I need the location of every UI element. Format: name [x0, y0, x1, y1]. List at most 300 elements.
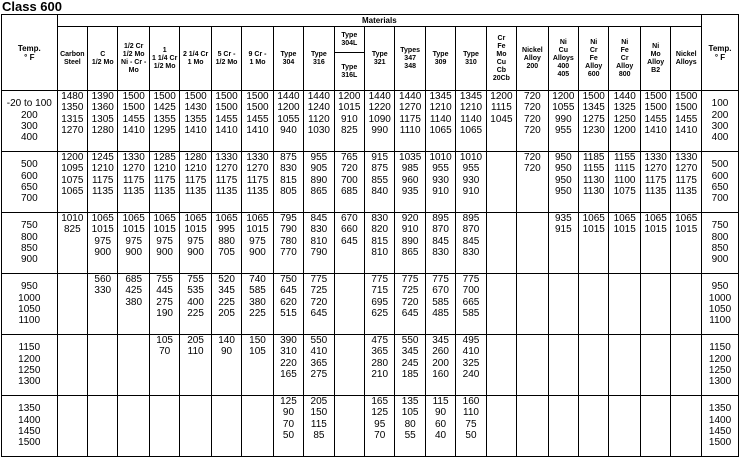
pressure-value: [671, 346, 701, 357]
pressure-value: 625: [371, 308, 389, 320]
pressure-value: 755: [156, 274, 173, 285]
temperature-value: 1250: [18, 365, 41, 376]
pressure-cell: [609, 274, 640, 335]
pressure-value: [487, 186, 516, 197]
pressure-cell: [456, 152, 486, 213]
pressure-cell: [425, 91, 455, 152]
pressure-value: 870: [432, 224, 449, 236]
pressure-value: 715: [371, 285, 389, 297]
pressure-value: [579, 407, 608, 418]
temperature-value: 900: [20, 254, 38, 266]
pressure-value: [641, 369, 670, 380]
pressure-value: [641, 285, 670, 296]
pressure-value: 1455: [644, 113, 667, 125]
pressure-value: [671, 430, 701, 441]
pressure-value: [58, 407, 87, 418]
pressure-value: 950: [554, 174, 572, 186]
pressure-value: [487, 163, 516, 174]
pressure-value: 1065: [246, 213, 269, 224]
pressure-value: 240: [462, 369, 480, 381]
pressure-value: [641, 346, 670, 357]
pressure-cell: [671, 152, 702, 213]
pressure-value: [517, 407, 547, 418]
pressure-cell: [88, 152, 118, 213]
pressure-cell: [304, 152, 334, 213]
pressure-value: 685: [125, 274, 143, 285]
pressure-value: 1010: [459, 152, 483, 163]
pressure-value: 720: [524, 163, 541, 175]
pressure-value: 645: [401, 308, 419, 320]
pressure-value: [212, 407, 241, 418]
pressure-value: 1210: [184, 163, 207, 175]
pressure-value: 955: [462, 163, 480, 175]
pressure-value: 1065: [675, 213, 698, 224]
pressure-cell: [273, 335, 303, 396]
material-column-header: Ni Cu Alloys 400 405: [548, 27, 578, 91]
pressure-value: [242, 358, 272, 369]
pressure-value: 425: [125, 285, 143, 297]
pressure-cell: [304, 396, 334, 457]
pressure-value: 935: [554, 213, 572, 224]
pressure-value: 1175: [215, 174, 238, 186]
pressure-value: 60: [435, 418, 447, 430]
pressure-value: 210: [371, 369, 389, 381]
pressure-value: 1440: [368, 91, 391, 102]
pressure-value: 1015: [246, 224, 269, 236]
pressure-cell: [456, 274, 486, 335]
pressure-temperature-table: [1, 14, 739, 457]
pressure-value: [517, 358, 547, 369]
pressure-value: [671, 369, 701, 380]
pressure-value: 150: [310, 407, 328, 419]
pressure-value: 1270: [675, 163, 698, 175]
pressure-value: 1210: [153, 163, 176, 175]
pressure-value: 345: [432, 335, 449, 346]
pressure-value: 790: [280, 224, 297, 236]
pressure-value: [118, 430, 148, 441]
pressure-cell: [579, 335, 609, 396]
pressure-cell: [395, 335, 425, 396]
pressure-value: 1500: [122, 102, 145, 114]
pressure-value: 1330: [675, 152, 698, 163]
pressure-value: [549, 308, 578, 319]
pressure-value: [549, 407, 578, 418]
pressure-value: 1425: [153, 102, 176, 114]
pressure-value: [549, 335, 578, 346]
temperature-value: 850: [711, 243, 729, 254]
pressure-cell: [548, 396, 578, 457]
pressure-value: 1350: [61, 102, 84, 114]
pressure-cell: [456, 91, 486, 152]
pressure-value: 1010: [61, 213, 84, 224]
pressure-cell: [273, 396, 303, 457]
pressure-cell: [548, 335, 578, 396]
pressure-value: 1100: [613, 174, 636, 186]
pressure-value: 645: [340, 235, 358, 247]
pressure-value: 1130: [582, 186, 605, 198]
pressure-cell: [242, 152, 273, 213]
pressure-value: [118, 358, 148, 369]
pressure-value: 1500: [675, 102, 698, 114]
pressure-cell: [395, 396, 425, 457]
temperature-value: 750: [711, 220, 729, 232]
pressure-value: 755: [187, 274, 204, 285]
pressure-value: 475: [371, 335, 389, 346]
pressure-value: [212, 358, 241, 369]
pressure-cell: [640, 91, 670, 152]
pressure-value: [487, 407, 516, 418]
pressure-value: 380: [125, 296, 143, 308]
temperature-value: 300: [20, 121, 38, 132]
pressure-value: 105: [156, 335, 173, 346]
pressure-value: 720: [524, 91, 541, 102]
pressure-value: 950: [554, 152, 572, 163]
pressure-value: [58, 369, 87, 380]
pressure-cell: [640, 335, 670, 396]
pressure-value: 790: [310, 247, 328, 259]
pressure-value: 805: [280, 186, 297, 198]
pressure-value: [212, 419, 241, 430]
pressure-value: 955: [310, 152, 328, 163]
pressure-value: [579, 247, 608, 258]
pressure-cell: [334, 335, 364, 396]
pressure-value: [641, 396, 670, 407]
pressure-cell: [88, 335, 118, 396]
temperature-value: 750: [20, 220, 38, 232]
pressure-value: 1500: [153, 91, 176, 102]
pressure-value: 105: [401, 407, 419, 419]
pressure-value: [180, 430, 210, 441]
pressure-value: 930: [462, 174, 480, 186]
temperature-value: 1100: [18, 315, 41, 327]
pressure-cell: [88, 91, 118, 152]
pressure-value: 825: [63, 224, 81, 236]
temperature-value: 1150: [709, 342, 731, 354]
pressure-value: 70: [159, 346, 171, 358]
pressure-value: 1110: [399, 125, 421, 137]
pressure-value: [671, 308, 701, 319]
material-column-header: 1 1 1/4 Cr 1/2 Mo: [149, 27, 179, 91]
pressure-value: [549, 346, 578, 357]
pressure-value: 1440: [399, 91, 422, 102]
pressure-value: 720: [401, 296, 419, 308]
pressure-value: 560: [94, 274, 112, 285]
pressure-value: 725: [401, 285, 419, 297]
pressure-value: [517, 236, 547, 247]
pressure-value: [487, 419, 516, 430]
pressure-value: 1135: [215, 186, 238, 198]
pressure-value: [517, 297, 547, 308]
pressure-value: 990: [371, 125, 389, 137]
pressure-value: 200: [432, 357, 449, 369]
pressure-cell: [57, 335, 87, 396]
pressure-value: 895: [462, 213, 480, 224]
pressure-value: 660: [340, 224, 358, 236]
pressure-value: [609, 346, 639, 357]
material-column-header: Ni Cr Fe Alloy 600: [579, 27, 609, 91]
material-column-header: Type 304: [273, 27, 303, 91]
pressure-value: 70: [374, 430, 386, 442]
pressure-value: 775: [462, 274, 480, 285]
material-column-header: Cr Fe Mo Cu Cb 20Cb: [486, 27, 516, 91]
pressure-value: 1065: [153, 213, 176, 224]
pressure-cell: [149, 91, 179, 152]
pressure-value: 720: [524, 125, 541, 137]
temperature-cell-right: [702, 152, 739, 213]
pressure-value: [549, 430, 578, 441]
pressure-cell: [242, 91, 273, 152]
pressure-value: 1130: [582, 174, 605, 186]
pressure-value: 1410: [246, 125, 269, 137]
pressure-value: [180, 358, 210, 369]
pressure-value: [609, 430, 639, 441]
pressure-value: 380: [249, 296, 266, 308]
pressure-value: 1015: [644, 224, 667, 236]
pressure-cell: [211, 274, 241, 335]
pressure-value: 1200: [490, 91, 513, 102]
pressure-value: 810: [371, 247, 389, 259]
pressure-value: [487, 297, 516, 308]
pressure-value: 365: [371, 346, 389, 358]
temperature-cell-right: [702, 396, 739, 457]
pressure-value: 115: [310, 418, 327, 430]
pressure-value: [609, 396, 639, 407]
pressure-cell: [88, 274, 118, 335]
pressure-value: 910: [401, 224, 419, 236]
pressure-value: 40: [435, 430, 447, 442]
pressure-cell: [365, 91, 395, 152]
pressure-cell: [211, 91, 241, 152]
pressure-value: 1305: [91, 113, 114, 125]
temperature-value: 400: [20, 132, 38, 144]
pressure-cell: [671, 335, 702, 396]
pressure-value: [641, 308, 670, 319]
pressure-cell: [242, 213, 273, 274]
pressure-value: 875: [280, 152, 297, 163]
pressure-value: [579, 430, 608, 441]
pressure-value: [609, 419, 639, 430]
pressure-value: [118, 407, 148, 418]
pressure-value: 670: [432, 285, 449, 297]
pressure-value: 280: [371, 357, 389, 369]
pressure-value: [88, 346, 117, 357]
temperature-cell: [2, 91, 58, 152]
pressure-value: 1200: [277, 102, 300, 114]
pressure-value: 900: [94, 247, 112, 259]
pressure-cell: [395, 213, 425, 274]
pressure-cell: [579, 213, 609, 274]
pressure-value: [88, 430, 117, 441]
pressure-value: 775: [371, 274, 389, 285]
pressure-value: [487, 335, 516, 346]
pressure-cell: [273, 213, 303, 274]
pressure-value: [641, 247, 670, 258]
pressure-cell: [304, 213, 334, 274]
pressure-cell: [609, 152, 640, 213]
pressure-value: [58, 358, 87, 369]
pressure-value: 1135: [184, 186, 207, 198]
pressure-value: 890: [401, 235, 419, 247]
pressure-value: [549, 247, 578, 258]
pressure-value: [517, 346, 547, 357]
pressure-cell: [242, 274, 273, 335]
pressure-value: 1015: [613, 224, 636, 236]
pressure-value: 1140: [460, 113, 482, 125]
pressure-value: 140: [218, 335, 235, 346]
pressure-value: [517, 247, 547, 258]
pressure-value: 1390: [91, 91, 114, 102]
pressure-value: [487, 125, 516, 136]
pressure-value: 190: [156, 308, 173, 320]
pressure-value: [242, 396, 272, 407]
temperature-value: 650: [711, 182, 729, 193]
pressure-value: 50: [282, 430, 295, 442]
material-column-header: Nickel Alloys: [671, 27, 702, 91]
pressure-value: 1135: [153, 186, 176, 198]
pressure-value: [58, 297, 87, 308]
pressure-value: 330: [94, 285, 112, 297]
pressure-value: 720: [310, 296, 328, 308]
pressure-value: 80: [404, 418, 416, 430]
pressure-value: 985: [401, 163, 419, 175]
pressure-value: 1410: [122, 125, 145, 137]
pressure-value: 1345: [429, 91, 452, 102]
pressure-value: 845: [462, 235, 480, 247]
pressure-value: 165: [371, 396, 389, 407]
pressure-value: [517, 419, 547, 430]
pressure-value: 515: [280, 308, 297, 320]
pressure-value: [150, 419, 179, 430]
material-column-header: Types 347 348: [395, 27, 425, 91]
pressure-value: 955: [432, 163, 449, 175]
pressure-value: [517, 369, 547, 380]
pressure-cell: [211, 335, 241, 396]
pressure-value: 880: [218, 235, 235, 247]
pressure-cell: [334, 213, 364, 274]
pressure-value: 90: [282, 407, 295, 419]
pressure-value: 205: [218, 308, 235, 320]
pressure-value: [335, 285, 364, 296]
pressure-value: 1065: [122, 213, 145, 224]
pressure-value: 1135: [91, 186, 114, 198]
pressure-value: 620: [280, 296, 297, 308]
pressure-cell: [88, 213, 118, 274]
pressure-value: [579, 274, 608, 285]
pressure-cell: [609, 213, 640, 274]
pressure-value: 1055: [552, 102, 575, 114]
pressure-value: 225: [218, 296, 235, 308]
pressure-value: [335, 247, 364, 258]
pressure-value: [58, 430, 87, 441]
pressure-value: 1410: [644, 125, 667, 137]
pressure-value: 815: [280, 174, 297, 186]
temperature-value: 400: [711, 132, 729, 144]
temperature-value: 950: [20, 281, 38, 293]
pressure-cell: [273, 152, 303, 213]
table-row-group: [2, 335, 739, 396]
temperature-value: 1100: [709, 315, 731, 327]
pressure-value: [58, 285, 87, 296]
pressure-value: [118, 308, 148, 319]
temperature-value: 800: [711, 231, 729, 243]
pressure-value: 1250: [613, 113, 636, 125]
pressure-cell: [118, 91, 149, 152]
pressure-value: 830: [432, 247, 449, 259]
pressure-value: 1410: [184, 125, 207, 137]
pressure-value: 685: [340, 186, 358, 198]
pressure-value: 585: [432, 296, 449, 308]
pressure-cell: [671, 213, 702, 274]
pressure-value: [579, 335, 608, 346]
pressure-value: 820: [371, 224, 389, 236]
pressure-value: 1270: [61, 125, 84, 137]
pressure-value: [609, 285, 639, 296]
pressure-value: [517, 213, 547, 224]
pressure-value: 275: [310, 369, 328, 381]
temperature-value: 100: [711, 98, 729, 110]
pressure-value: 1410: [215, 125, 238, 137]
temperature-value: 600: [711, 170, 729, 182]
pressure-value: 520: [218, 274, 235, 285]
pressure-value: [487, 236, 516, 247]
pressure-value: 1200: [552, 91, 575, 102]
pressure-value: 990: [554, 113, 572, 125]
table-row-group: [2, 274, 739, 335]
pressure-value: 1455: [675, 113, 698, 125]
pressure-cell: [640, 396, 670, 457]
pressure-value: 1065: [91, 213, 114, 224]
pressure-value: [671, 396, 701, 407]
pressure-value: 1210: [91, 163, 114, 175]
pressure-value: 1135: [644, 186, 667, 198]
pressure-cell: [365, 335, 395, 396]
temperature-value: 1450: [708, 426, 732, 437]
pressure-value: 1115: [491, 102, 512, 114]
pressure-value: 1120: [308, 113, 330, 125]
pressure-value: [641, 358, 670, 369]
pressure-value: 825: [340, 125, 358, 137]
pressure-value: [549, 419, 578, 430]
pressure-value: [88, 369, 117, 380]
pressure-value: [88, 297, 117, 308]
pressure-cell: [149, 396, 179, 457]
pressure-cell: [304, 91, 334, 152]
temperature-cell: [2, 274, 58, 335]
pressure-cell: [548, 91, 578, 152]
pressure-value: 855: [371, 174, 389, 186]
pressure-value: [88, 335, 117, 346]
pressure-value: 1245: [91, 152, 114, 163]
pressure-cell: [118, 274, 149, 335]
pressure-cell: [180, 274, 211, 335]
pressure-value: 1330: [122, 152, 145, 163]
pressure-value: 1410: [675, 125, 698, 137]
pressure-value: [58, 335, 87, 346]
pressure-value: [335, 358, 364, 369]
pressure-value: 720: [524, 152, 541, 163]
pressure-value: [88, 419, 117, 430]
temperature-cell-right: [702, 213, 739, 274]
material-column-header: Carbon Steel: [57, 27, 87, 91]
temperature-value: 1450: [18, 426, 41, 437]
pressure-value: 1065: [644, 213, 667, 224]
pressure-value: [671, 274, 701, 285]
pressure-value: [88, 308, 117, 319]
pressure-value: 1055: [277, 113, 300, 125]
pressure-value: 1115: [614, 163, 636, 175]
pressure-value: 1230: [582, 125, 605, 137]
pressure-value: [487, 430, 516, 441]
